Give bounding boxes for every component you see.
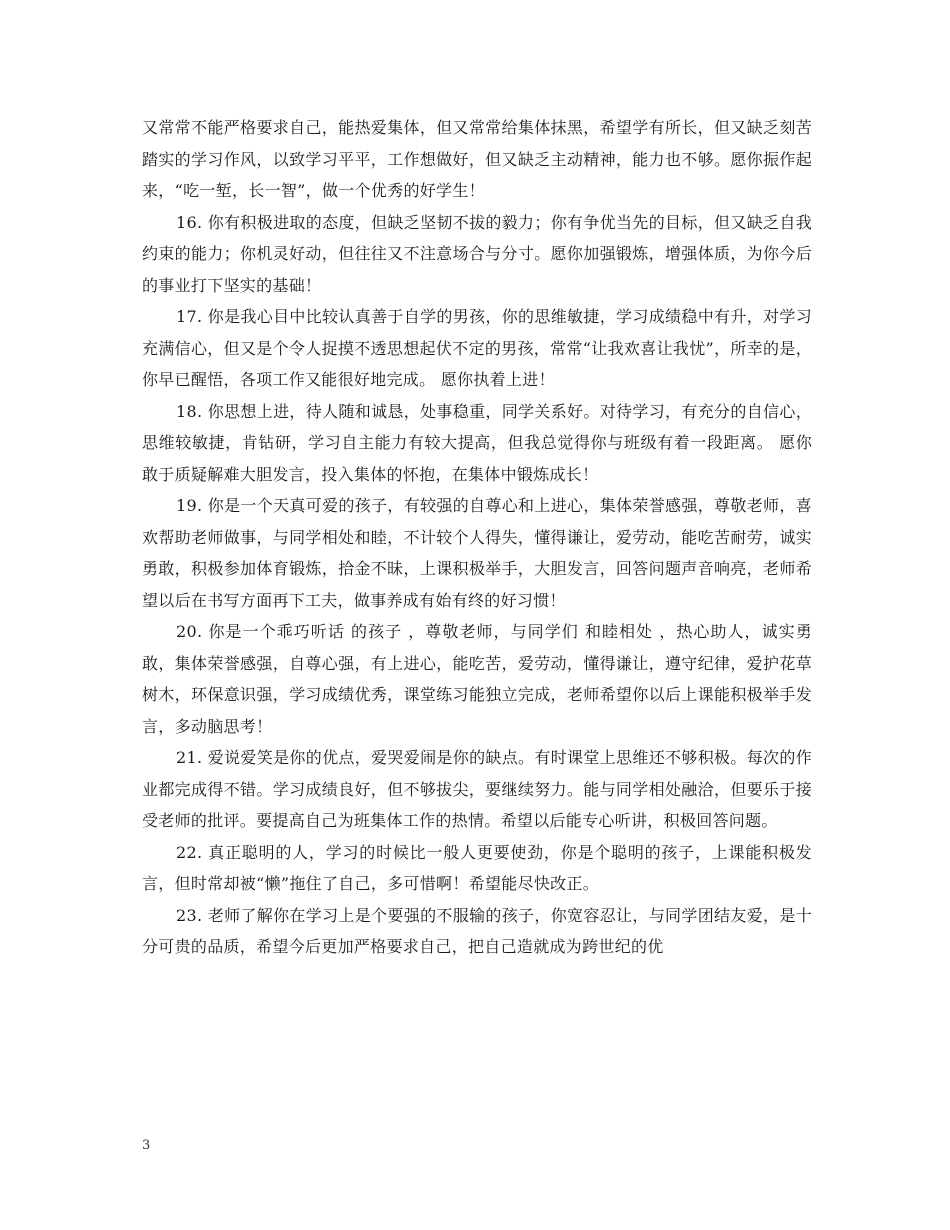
paragraph-comment-19: 19. 你是一个天真可爱的孩子，有较强的自尊心和上进心，集体荣誉感强，尊敬老师，喜欢帮助老师做事，与同学相处和睦，不计较个人得失，懂得谦让，爱劳动，能吃苦耐劳，诚实勇敢，积极参加体育锻炼，拾金不昧，上课积极举手，大胆发言，回答问题声音响亮，老师希望以后在书写方面再下工夫，做事养成有始有终的好习惯！ [142, 496, 812, 610]
paragraph-comment-16: 16. 你有积极进取的态度，但缺乏坚韧不拔的毅力；你有争优当先的目标，但又缺乏自我约束的能力；你机灵好动，但往往又不注意场合与分寸。愿你加强锻炼，增强体质，为你今后的事业打下坚实的基础！ [142, 212, 812, 295]
paragraph-comment-20: 20. 你是一个乖巧听话 的孩子 ，尊敬老师，与同学们 和睦相处 ，热心助人，诚实勇敢，集体荣誉感强，自尊心强，有上进心，能吃苦，爱劳动，懂得谦让，遵守纪律，爱护花草树木，环保意识强，学习成绩优秀，课堂练习能独立完成，老师希望你以后上课能积极举手发言，多动脑思考！ [142, 622, 812, 736]
paragraph-comment-17: 17. 你是我心目中比较认真善于自学的男孩，你的思维敏捷，学习成绩稳中有升，对学习充满信心，但又是个令人捉摸不透思想起伏不定的男孩，常常“让我欢喜让我忧”，所幸的是，你早已醒悟，各项工作又能很好地完成。 愿你执着上进！ [142, 307, 812, 389]
paragraph-comment-18: 18. 你思想上进，待人随和诚恳，处事稳重，同学关系好。对待学习，有充分的自信心，思维较敏捷，肯钻研，学习自主能力有较大提高，但我总觉得你与班级有着一段距离。 愿你敢于质疑解难大胆发言，投入集体的怀抱，在集体中锻炼成长！ [142, 401, 812, 484]
paragraph-comment-22: 22. 真正聪明的人，学习的时候比一般人更要使劲，你是个聪明的孩子，上课能积极发言，但时常却被“懒”拖住了自己，多可惜啊！希望能尽快改正。 [142, 842, 812, 893]
paragraph-comment-23: 23. 老师了解你在学习上是个要强的不服输的孩子，你宽容忍让，与同学团结友爱，是十分可贵的品质，希望今后更加严格要求自己，把自己造就成为跨世纪的优 [142, 905, 812, 956]
paragraph-continuation: 又常常不能严格要求自己，能热爱集体，但又常常给集体抹黑，希望学有所长，但又缺乏刻苦踏实的学习作风，以致学习平平，工作想做好，但又缺乏主动精神，能力也不够。愿你振作起来，“吃一堑，长一智”，做一个优秀的好学生！ [142, 118, 812, 200]
page-number: 3 [142, 1138, 151, 1153]
paragraph-comment-21: 21. 爱说爱笑是你的优点，爱哭爱闹是你的缺点。有时课堂上思维还不够积极。每次的作业都完成得不错。学习成绩良好，但不够拔尖，要继续努力。能与同学相处融洽，但要乐于接受老师的批评。要提高自己为班集体工作的热情。希望以后能专心听讲，积极回答问题。 [142, 748, 812, 830]
document-body [142, 112, 812, 963]
